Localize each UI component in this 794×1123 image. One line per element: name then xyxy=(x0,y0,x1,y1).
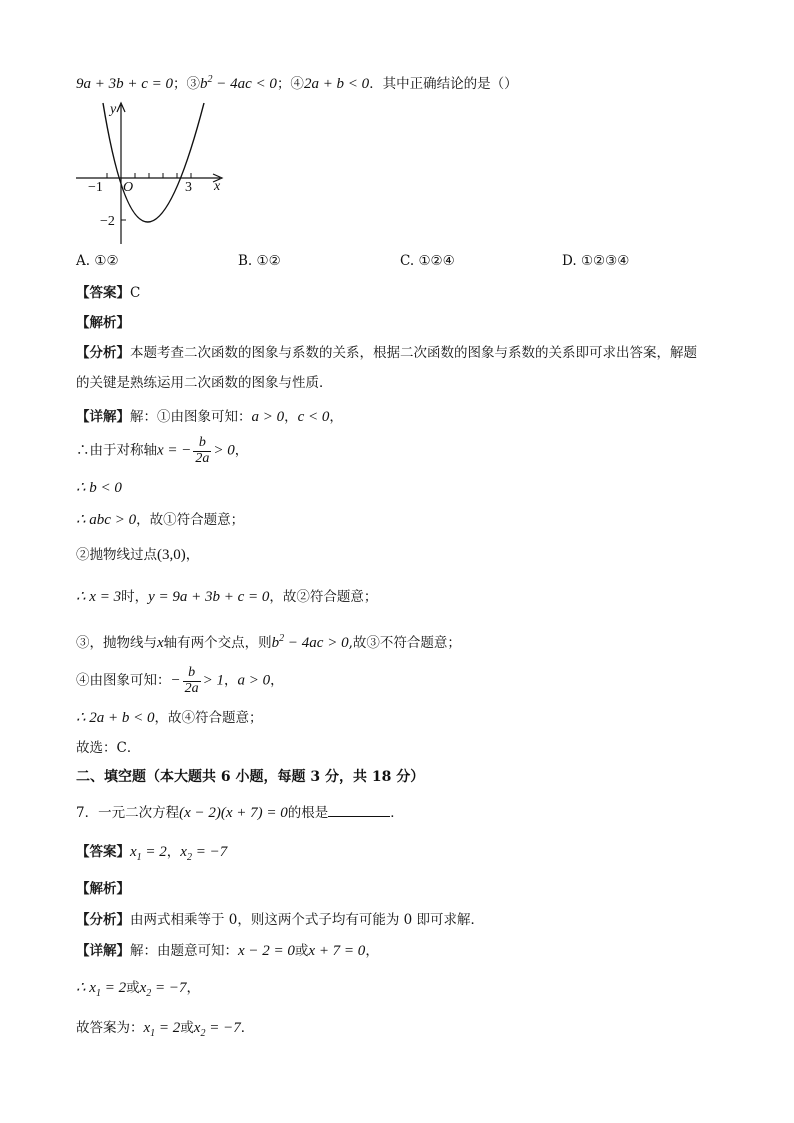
answer-blank[interactable] xyxy=(328,802,390,817)
choice-d[interactable] xyxy=(562,251,629,271)
answer-value: C xyxy=(130,285,141,301)
detail-2-math-a: x = − xyxy=(157,442,192,459)
detail-7-math: $b^2 - 4ac > 0$ xyxy=(271,633,349,651)
q6-detail-line5: ②抛物线过点(3,0)， xyxy=(76,547,200,563)
q7-analysis-tag xyxy=(76,879,130,899)
detail-8-minus: − xyxy=(170,672,181,689)
q7-answer-math-2: $x_2 = -7$ xyxy=(180,844,228,863)
q7-answer-tag: 【答案】 xyxy=(76,844,130,860)
q7-stem-post: 的根是 xyxy=(287,805,329,821)
question-stem-line xyxy=(76,70,518,94)
choice-c[interactable] xyxy=(400,251,455,271)
detail-7-x: x xyxy=(157,635,164,651)
q7-answer: 【答案】$x_1 = 2$，$x_2 = -7$ xyxy=(76,844,228,863)
x-axis-label: x xyxy=(214,179,221,194)
q7-detail-line2: ∴ $x_1 = 2$或$x_2 = -7$， xyxy=(76,980,200,999)
section-heading: 二、填空题（本大题共 6 小题，每题 3 分，共 18 分） xyxy=(76,769,425,785)
q7-fenxi xyxy=(76,910,484,930)
detail-5-pre: ②抛物线过点 xyxy=(76,547,157,563)
tick-label-neg1: −1 xyxy=(88,180,103,195)
stem-separator-4: ；④ xyxy=(276,76,304,92)
detail-6-math-b: y = 9a + 3b + c = 0 xyxy=(148,589,270,605)
q7-detail-2-math-a: ∴ $x_1 = 2$ xyxy=(76,980,127,999)
choice-a-text: ①② xyxy=(94,253,119,269)
q7-detail-1-pre: 解：由题意可知： xyxy=(130,943,238,959)
q7-detail-1-math-a: x − 2 = 0 xyxy=(238,943,295,959)
q7-detail-line1: 【详解】解：由题意可知：x − 2 = 0或x + 7 = 0， xyxy=(76,943,379,959)
q7-answer-math: $x_1 = 2$ xyxy=(130,844,167,863)
q7-fenxi-tag: 【分析】 xyxy=(76,912,130,928)
q7-final-or: 或 xyxy=(180,1020,194,1036)
q7-final-math-b: $x_2 = -7$ xyxy=(193,1020,241,1039)
y-axis-label: y xyxy=(110,102,117,117)
q7-analysis-tag-text: 【解析】 xyxy=(76,881,130,897)
q7-detail-1-or: 或 xyxy=(294,943,309,959)
choice-a-letter: A. xyxy=(76,253,91,269)
detail-8-pre: ④由图象可知： xyxy=(76,672,171,689)
q7-final-math-a: $x_1 = 2$ xyxy=(143,1020,181,1039)
q6-detail-line3 xyxy=(76,478,122,498)
parabola-curve xyxy=(103,103,204,222)
detail-8-math: > 1 xyxy=(202,672,224,689)
choice-d-letter: D. xyxy=(562,253,577,269)
detail-6-math-a: ∴ x = 3 xyxy=(76,589,122,605)
fenxi-text-2: 的关键是熟练运用二次函数的图象与性质． xyxy=(76,375,333,391)
choice-a[interactable] xyxy=(76,251,119,271)
choice-b-text: ①② xyxy=(256,253,281,269)
q6-fenxi-line2 xyxy=(76,373,333,393)
detail-4-math: ∴ abc > 0 xyxy=(76,512,137,528)
q6-detail-line6: ∴ x = 3时，y = 9a + 3b + c = 0，故②符合题意； xyxy=(76,589,378,605)
stem-separator-3: ；③ xyxy=(173,76,201,92)
analysis-tag: 【解析】 xyxy=(76,315,130,331)
detail-1-pre: 解：①由图象可知： xyxy=(130,409,252,425)
choice-b-letter: B. xyxy=(238,253,253,269)
q6-detail-line8: ④由图象可知：− $\frac{b}{2a}$ > 1，a > 0， xyxy=(76,665,284,696)
detail-tag: 【详解】 xyxy=(76,409,130,425)
detail-3-math: ∴ b < 0 xyxy=(76,480,122,496)
choice-b[interactable] xyxy=(238,251,281,271)
detail-4-post: ，故①符合题意； xyxy=(136,512,245,528)
q7-stem-pre: 7．一元二次方程 xyxy=(76,805,180,821)
q7-equation: (x − 2)(x + 7) = 0 xyxy=(179,805,288,821)
choice-c-letter: C. xyxy=(400,253,415,269)
q7-stem xyxy=(76,802,404,823)
stem-condition-3: $b^2 - 4ac < 0$ xyxy=(200,74,277,92)
q6-detail-line7 xyxy=(76,629,461,653)
fenxi-text-1: 本题考查二次函数的图象与系数的关系，根据二次函数的图象与系数的关系即可求出答案，解题 xyxy=(130,345,697,361)
parabola-graph xyxy=(74,99,234,249)
q7-detail-2-math-b: $x_2 = -7$ xyxy=(139,980,187,999)
q6-answer xyxy=(76,283,140,303)
detail-7-pre: ③，抛物线与 xyxy=(76,635,157,651)
q6-detail-line1: 【详解】解：①由图象可知：a > 0，c < 0， xyxy=(76,409,343,425)
detail-7-mid: 轴有两个交点，则 xyxy=(163,635,272,651)
detail-9-post: ，故④符合题意； xyxy=(154,710,263,726)
detail-7-post: ,故③不符合题意； xyxy=(348,635,461,651)
stem-condition-4: 2a + b < 0 xyxy=(303,76,370,92)
origin-label: O xyxy=(123,180,134,195)
detail-8-math-2: a > 0 xyxy=(237,672,271,689)
q7-fenxi-text: 由两式相乘等于 0，则这两个式子均有可能为 0 即可求解． xyxy=(130,912,485,928)
detail-9-math: ∴ 2a + b < 0 xyxy=(76,710,155,726)
detail-6-post: ，故②符合题意； xyxy=(269,589,378,605)
stem-ending: ．其中正确结论的是（） xyxy=(369,76,518,92)
fraction-b-2a-2: $\frac{b}{2a}$ xyxy=(184,665,199,696)
choice-c-text: ①②④ xyxy=(418,253,455,269)
q7-final-pre: 故答案为： xyxy=(76,1020,144,1036)
stem-condition-2: 9a + 3b + c = 0 xyxy=(76,76,174,92)
detail-2-math-b: > 0 xyxy=(213,442,235,459)
choice-d-text: ①②③④ xyxy=(580,253,630,269)
detail-2-pre: ∴由于对称轴 xyxy=(76,442,157,459)
q6-fenxi-line1 xyxy=(76,343,697,363)
tick-label-neg2: −2 xyxy=(100,214,115,229)
q7-final: 故答案为：$x_1 = 2$或$x_2 = -7$． xyxy=(76,1020,255,1039)
fraction-b-2a: $\frac{b}{2a}$ xyxy=(195,435,210,466)
q6-detail-line9 xyxy=(76,708,263,728)
q6-detail-line10 xyxy=(76,738,140,758)
answer-tag: 【答案】 xyxy=(76,285,130,301)
q7-detail-tag: 【详解】 xyxy=(76,943,130,959)
q7-detail-1-math-b: x + 7 = 0 xyxy=(308,943,366,959)
q6-detail-line2: ∴由于对称轴x = − $\frac{b}{2a}$ > 0， xyxy=(76,435,249,466)
q6-detail-line4 xyxy=(76,510,244,530)
q7-detail-2-or: 或 xyxy=(126,980,140,996)
tick-label-3: 3 xyxy=(185,180,192,195)
q7-stem-end: ． xyxy=(390,805,404,821)
q6-analysis-tag xyxy=(76,313,130,333)
detail-1-math-2: c < 0 xyxy=(297,409,330,425)
fenxi-tag: 【分析】 xyxy=(76,345,130,361)
detail-1-math: a > 0 xyxy=(251,409,285,425)
detail-10: 故选：C． xyxy=(76,740,141,756)
detail-5-point: (3,0) xyxy=(157,547,186,563)
